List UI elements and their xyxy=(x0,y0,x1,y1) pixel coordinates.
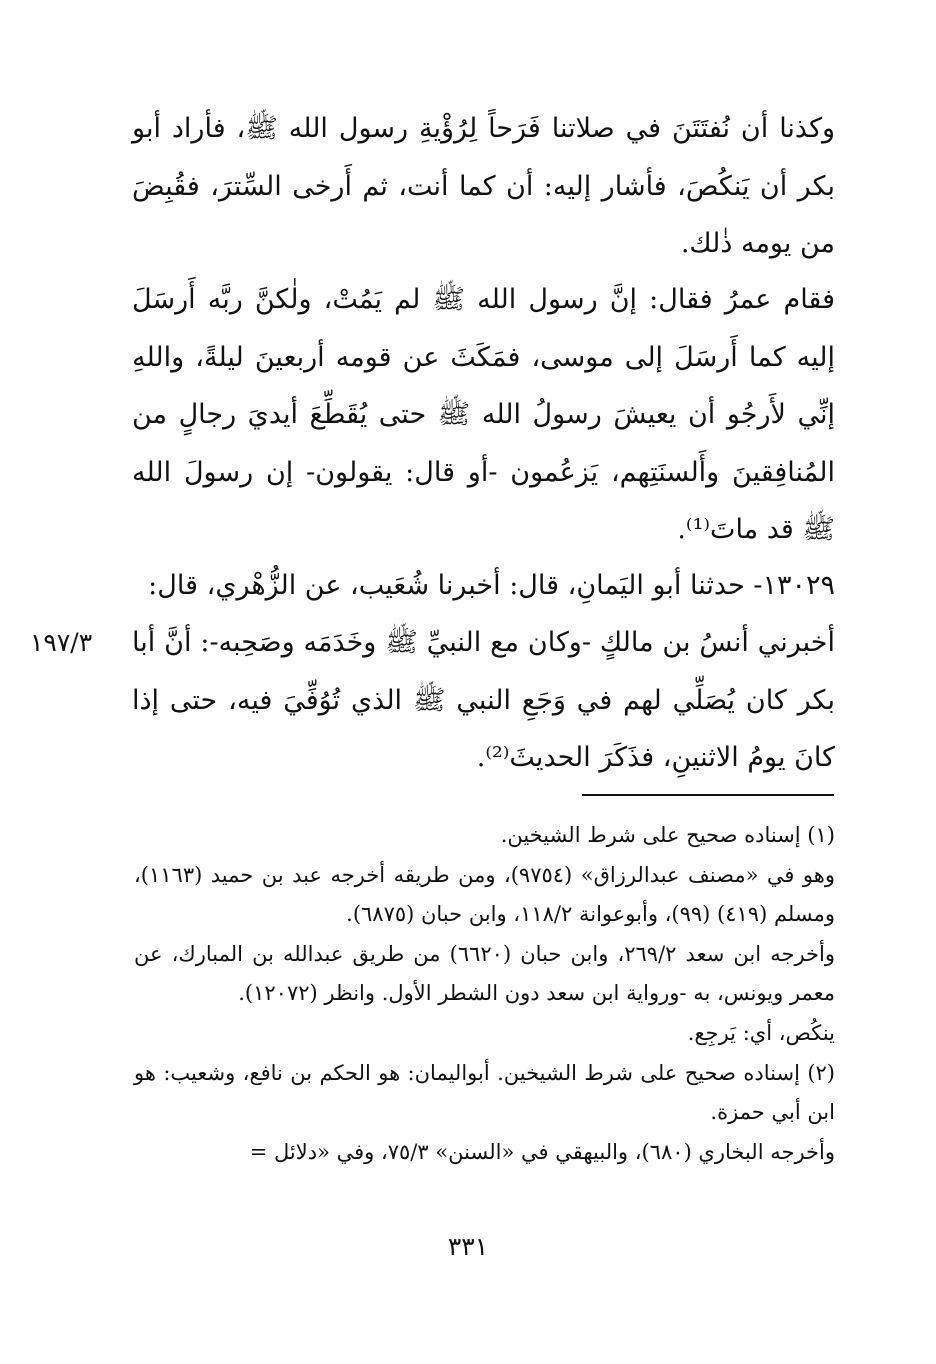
body-paragraph-2: فقام عمرُ فقال: إنَّ رسول الله ﷺ لم يَمُتْ، ولٰكنَّ ربَّه أَرسَلَ إليه كما أَرسَلَ إلى موسى، فمَكَثَ عن قومه أربعينَ ليلةً، واللهِ إنِّي لأَرجُو أن يعيشَ رسولُ الله ﷺ حتى يُقَطِّعَ أيديَ رجالٍ من المُنافِقينَ وأَلسنَتِهم، يَزعُمون -أو قال: يقولون- إن رسولَ الله ﷺ قد ماتَ⁽¹⁾. xyxy=(132,284,835,546)
footnote-1-line-3: وأخرجه ابن سعد ٢٦٩/٢، وابن حبان (٦٦٢٠) من طريق عبدالله بن المبارك، عن معمر ويونس، به -ورواية ابن سعد دون الشطر الأول. وانظر (١٢٠٧٢). xyxy=(134,941,835,1006)
footnote-1-line-4: ينكُص، أي: يَرجِع. xyxy=(687,1020,835,1045)
footnote-1-line-1: (١) إسناده صحيح على شرط الشيخين. xyxy=(500,823,835,847)
footnote-1-line-2: وهو في «مصنف عبدالرزاق» (٩٧٥٤)، ومن طريقه أخرجه عبد بن حميد (١١٦٣)، ومسلم (٤١٩) (٩٩)، وأبوعوانة ١١٨/٢، وابن حبان (٦٨٧٥). xyxy=(134,862,835,927)
margin-volume-reference: ١٩٧/٣ xyxy=(30,628,93,657)
footnotes-block xyxy=(134,816,835,1172)
hadith-chain-line: ١٣٠٢٩- حدثنا أبو اليَمانِ، قال: أخبرنا شُعَيب، عن الزُّهْري، قال: xyxy=(148,570,835,601)
footnote-2-line-1: (٢) إسناده صحيح على شرط الشيخين. أبواليمان: هو الحكم بن نافع، وشعيب: هو ابن أبي حمزة. xyxy=(134,1060,835,1125)
body-paragraph-1: وكذنا أن نُفتَتَنَ في صلاتنا فَرَحاً لِرُؤْيةِ رسول الله ﷺ، فأراد أبو بكر أن يَنكُصَ، فأشار إليه: أن كما أنت، ثم أَرخى السِّترَ، فقُبِضَ من يومه ذٰلك. xyxy=(132,113,835,260)
page-number: ٣٣١ xyxy=(447,1232,489,1261)
body-paragraph-4: أخبرني أنسُ بن مالكٍ -وكان مع النبيِّ ﷺ وخَدَمَه وصَحِبه-: أنَّ أبا بكر كان يُصَلِّي لهم في وَجَعِ النبي ﷺ الذي تُوُفِّيَ فيه، حتى إذا كانَ يومُ الاثنينِ، فذَكَرَ الحديثَ⁽²⁾. xyxy=(132,627,835,774)
footnote-separator xyxy=(582,794,834,796)
footnote-2-line-2: وأخرجه البخاري (٦٨٠)، والبيهقي في «السنن» ٧٥/٣، وفي «دلائل = xyxy=(249,1139,835,1164)
